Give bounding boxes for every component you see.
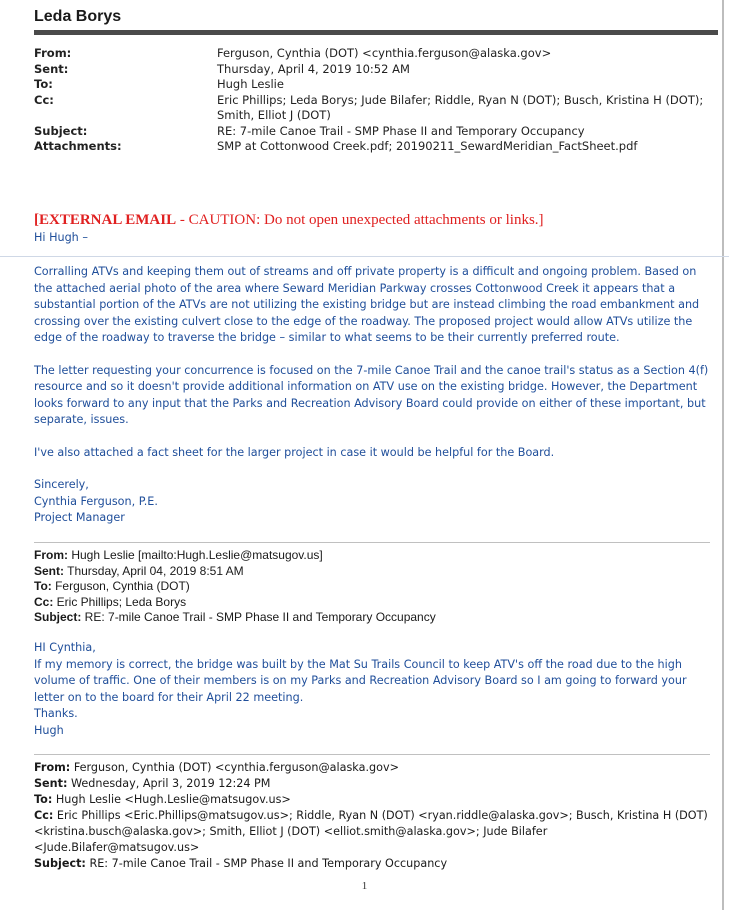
greeting-text: Hi Hugh –	[34, 231, 88, 244]
quote1-cc-row: Cc: Eric Phillips; Leda Borys	[34, 594, 187, 609]
quote2-cc-row: Cc: Eric Phillips <Eric.Phillips@matsugov.us>; Riddle, Ryan N (DOT) <ryan.riddle@alaska.gov>; Busch, Kristina H (DOT) <kristina.busch@alaska.gov>; Smith, Elliot J (DOT) <elliot.smith@alaska.gov>; Jude Bilafer <Jude.Bilafer@matsugov.us>	[34, 809, 708, 854]
quote2-to-row: To: Hugh Leslie <Hugh.Leslie@matsugov.us>	[34, 793, 291, 806]
title-rule	[34, 30, 718, 35]
body-paragraph-3: I've also attached a fact sheet for the larger project in case it would be helpful for the Board.	[34, 445, 555, 459]
from-label: From:	[34, 46, 72, 60]
sent-value: Thursday, April 4, 2019 10:52 AM	[217, 61, 410, 76]
header-sent-row	[34, 62, 714, 78]
page-number: 1	[361, 880, 368, 892]
body-divider	[0, 256, 729, 257]
sent-label: Sent:	[34, 61, 69, 76]
page-edge	[722, 0, 724, 910]
greeting	[34, 230, 710, 247]
quoted-header-1	[34, 548, 714, 626]
quote2-from-row: From: Ferguson, Cynthia (DOT) <cynthia.ferguson@alaska.gov>	[34, 761, 399, 774]
quote1-subject-row: Subject: RE: 7-mile Canoe Trail - SMP Phase II and Temporary Occupancy	[34, 610, 436, 624]
quote2-sent-row: Sent: Wednesday, April 3, 2019 12:24 PM	[34, 777, 271, 790]
body-paragraph-1: Corralling ATVs and keeping them out of streams and off private property is a difficult and ongoing problem. Based on the attached aerial photo of the area where Seward Meridian Parkway crosses Cottonwood Creek it appears that a substantial portion of the ATVs are not utilizing the existing bridge but are instead climbing the road embankment and crossing over the existing culvert close to the edge of the roadway. The proposed project would allow ATVs utilize the edge of the roadway to traverse the bridge – similar to what seems to be their currently preferred route.	[34, 265, 700, 344]
signature-closing: Sincerely,	[34, 478, 89, 491]
header-cc-row	[34, 93, 714, 124]
quote1-to-row: To: Ferguson, Cynthia (DOT)	[34, 579, 190, 593]
quote1-thanks: Thanks.	[34, 707, 78, 720]
signature-name: Cynthia Ferguson, P.E.	[34, 494, 158, 508]
to-label: To:	[34, 77, 53, 91]
quoted-header-2	[34, 760, 714, 872]
quote2-subject-row: Subject: RE: 7-mile Canoe Trail - SMP Phase II and Temporary Occupancy	[34, 857, 448, 870]
header-subject-row	[34, 124, 714, 140]
quote1-text: If my memory is correct, the bridge was built by the Mat Su Trails Council to keep ATV's off the road due to the high volume of traffic. One of their members is on my Parks and Recreation Advisory Board so I am going to forward your letter on to the board for their April 22 meeting.	[34, 657, 687, 704]
external-email-warning	[34, 212, 544, 229]
warning-rest-text: - CAUTION: Do not open unexpected attachments or links.]	[176, 212, 544, 228]
message-body	[34, 264, 710, 527]
cc-value	[217, 93, 714, 124]
to-value: Hugh Leslie	[217, 77, 284, 91]
quote-divider-2	[34, 754, 710, 755]
quote1-greeting: HI Cynthia,	[34, 641, 96, 654]
email-header	[34, 46, 714, 155]
header-attachments-row	[34, 139, 714, 155]
cc-value-line-1: Eric Phillips; Leda Borys; Jude Bilafer; Riddle, Ryan N (DOT); Busch, Kristina H (DOT);	[217, 92, 704, 107]
attachments-value: SMP at Cottonwood Creek.pdf; 20190211_SewardMeridian_FactSheet.pdf	[217, 139, 638, 153]
subject-value: RE: 7-mile Canoe Trail - SMP Phase II and Temporary Occupancy	[217, 123, 585, 138]
quote1-from-row: From: Hugh Leslie [mailto:Hugh.Leslie@matsugov.us]	[34, 548, 323, 562]
cc-label: Cc:	[34, 92, 54, 107]
subject-label: Subject:	[34, 123, 88, 138]
cc-value-line-2: Smith, Elliot J (DOT)	[217, 108, 331, 122]
header-from-row	[34, 46, 714, 62]
warning-bold-text: [EXTERNAL EMAIL	[34, 212, 177, 228]
body-paragraph-2: The letter requesting your concurrence is focused on the 7-mile Canoe Trail and the canoe trail's status as a Section 4(f) resource and so it doesn't provide additional information on ATV use on the existing bridge. However, the Department looks forward to any input that the Parks and Recreation Advisory Board could provide on either of these important, but separate, issues.	[34, 363, 709, 426]
quote1-sent-row: Sent: Thursday, April 04, 2019 8:51 AM	[34, 563, 244, 578]
signature-title: Project Manager	[34, 511, 125, 524]
from-value: Ferguson, Cynthia (DOT) <cynthia.ferguson@alaska.gov>	[217, 46, 552, 60]
quoted-body-1	[34, 640, 710, 739]
quote-divider-1	[34, 542, 710, 543]
attachments-label: Attachments:	[34, 139, 122, 153]
quote1-name: Hugh	[34, 723, 64, 737]
header-to-row	[34, 77, 714, 93]
document-title: Leda Borys	[34, 8, 122, 25]
